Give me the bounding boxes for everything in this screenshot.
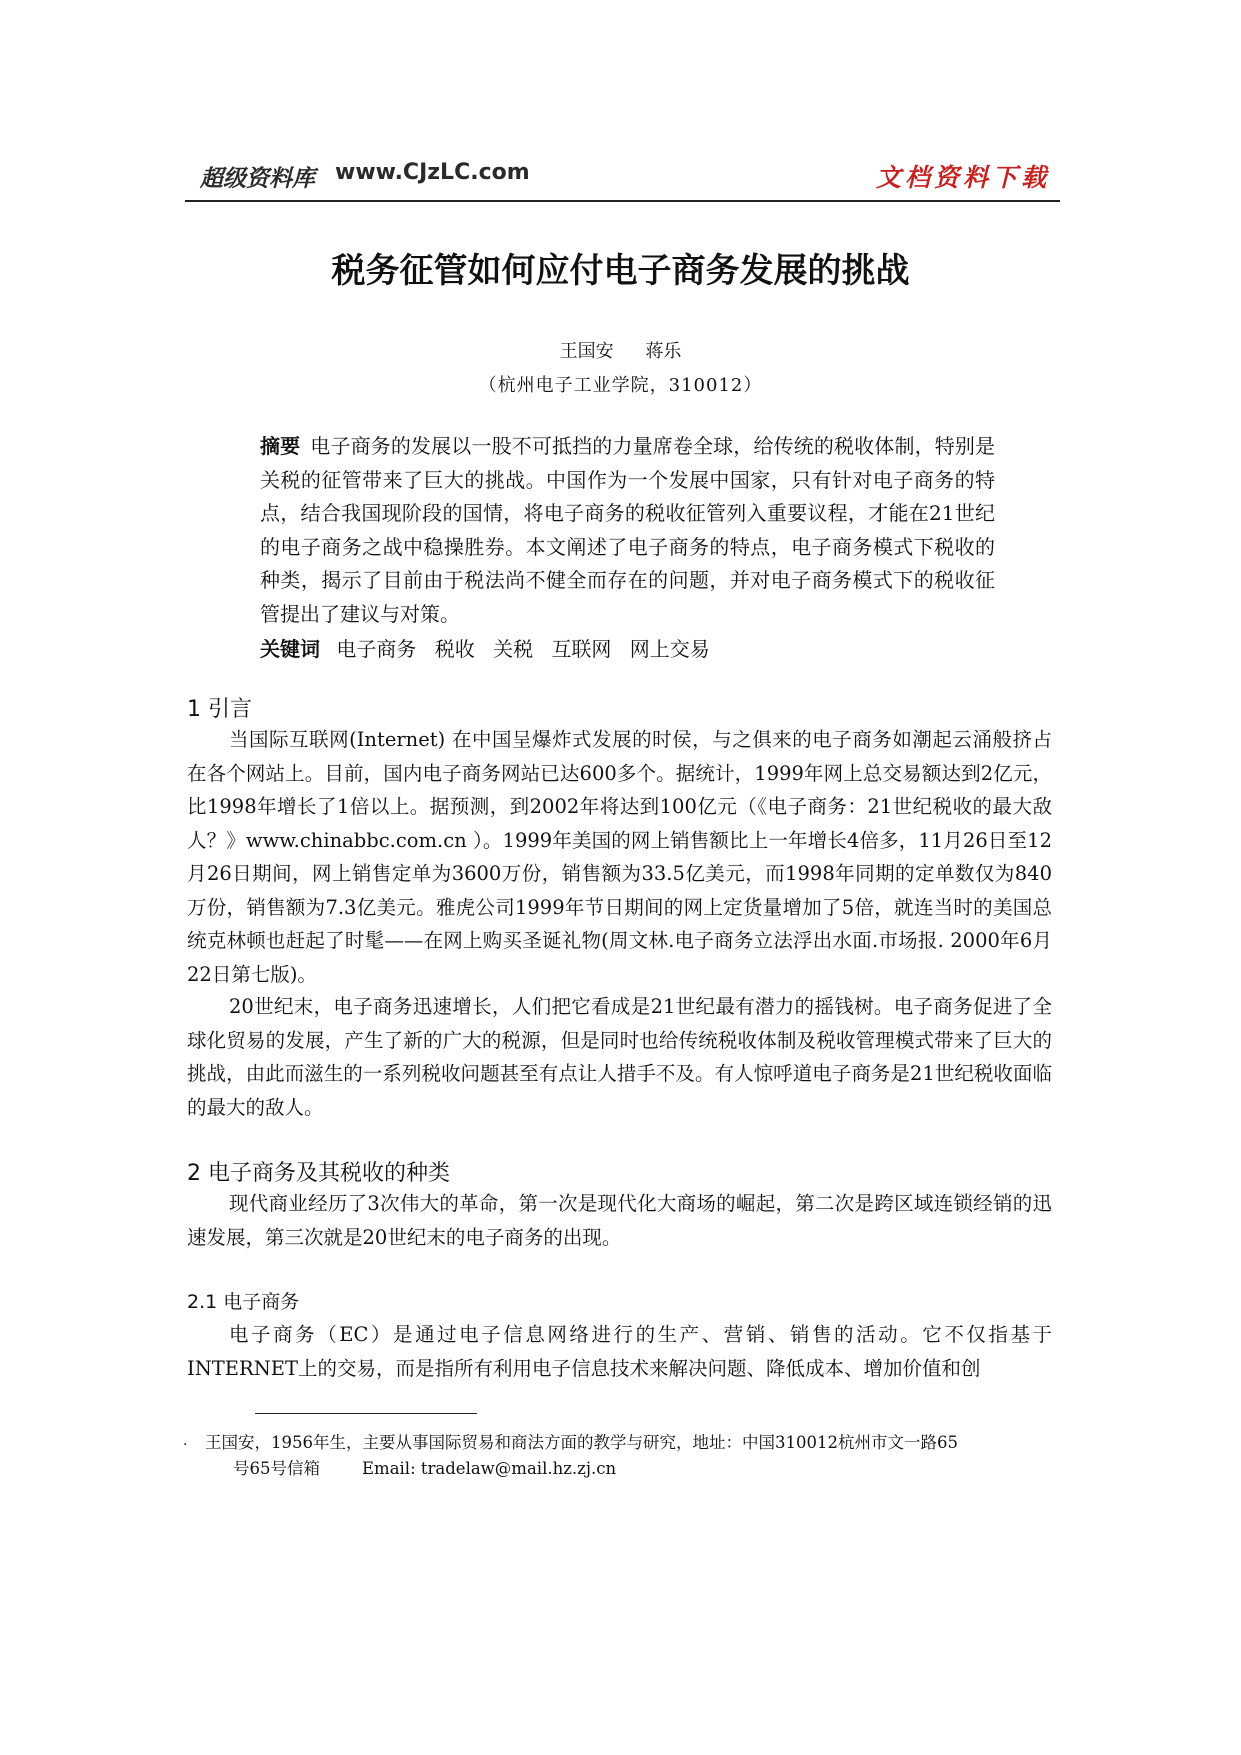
section-2-heading: 2 电子商务及其税收的种类 — [187, 1161, 450, 1186]
section-2-1-heading: 2.1 电子商务 — [187, 1291, 300, 1313]
document-title: 税务征管如何应付电子商务发展的挑战 — [331, 251, 910, 291]
keyword: 关税 — [493, 637, 534, 661]
keyword: 电子商务 — [336, 637, 417, 661]
section-2-paragraph-1: 现代商业经历了3次伟大的革命，第一次是现代化大商场的崛起，第二次是跨区域连锁经销的迅速发展，第三次就是20世纪末的电子商务的出现。 — [187, 1192, 1052, 1249]
keywords — [260, 633, 722, 662]
footnote-line-1: 王国安，1956年生，主要从事国际贸易和商法方面的教学与研究，地址：中国310012杭州市文一路65 — [205, 1433, 958, 1452]
abstract — [260, 430, 995, 631]
footnote-address-end: 号65号信箱 — [233, 1459, 320, 1478]
keywords-label: 关键词 — [260, 637, 320, 661]
keyword: 互联网 — [551, 637, 612, 661]
abstract-label: 摘要 — [260, 434, 301, 458]
section-1-paragraph-2: 20世纪末，电子商务迅速增长，人们把它看成是21世纪最有潜力的摇钱树。电子商务促进了全球化贸易的发展，产生了新的广大的税源，但是同时也给传统税收体制及税收管理模式带来了巨大的挑战，由此而滋生的一系列税收问题甚至有点让人措手不及。有人惊呼道电子商务是21世纪税收面临的最大的敌人。 — [187, 995, 1052, 1119]
section-1-heading: 1 引言 — [187, 697, 252, 722]
footnote — [205, 1430, 1055, 1482]
footnote-divider — [255, 1413, 477, 1414]
affiliation: （杭州电子工业学院，310012） — [478, 375, 763, 396]
section-1-paragraph-1: 当国际互联网(Internet) 在中国呈爆炸式发展的时侯，与之俱来的电子商务如潮起云涌般挤占在各个网站上。目前，国内电子商务网站已达600多个。据统计，1999年网上总交易额达到2亿元，比1998年增长了1倍以上。据预测，到2002年将达到100亿元（《电子商务：21世纪税收的最大敌人？》www.chinabbc.com.cn ）。1999年美国的网上销售额比上一年增长4倍多，11月26日至12月26日期间，网上销售定单为3600万份，销售额为33.5亿美元，而1998年同期的定单数仅为840万份，销售额为7.3亿美元。雅虎公司1999年节日期间的网上定货量增加了5倍，就连当时的美国总统克林顿也赶起了时髦——在网上购买圣诞礼物(周文林.电子商务立法浮出水面.市场报. 2000年6月22日第七版)。 — [187, 728, 1052, 986]
page-header — [185, 150, 1060, 202]
header-download-text: 文档资料下载 — [875, 163, 1050, 192]
footnote-line-2 — [205, 1456, 1055, 1482]
section-2-1-paragraph-1: 电子商务（EC）是通过电子信息网络进行的生产、营销、销售的活动。它不仅指基于INTERNET上的交易，而是指所有利用电子信息技术来解决问题、降低成本、增加价值和创 — [187, 1323, 1052, 1380]
keyword: 税收 — [434, 637, 475, 661]
keyword: 网上交易 — [629, 637, 710, 661]
site-name: 超级资料库 — [200, 165, 315, 192]
footnote-email[interactable]: Email: tradelaw@mail.hz.zj.cn — [362, 1459, 617, 1478]
abstract-text: 电子商务的发展以一股不可抵挡的力量席卷全球，给传统的税收体制，特别是关税的征管带来了巨大的挑战。中国作为一个发展中国家，只有针对电子商务的特点，结合我国现阶段的国情，将电子商务的税收征管列入重要议程，才能在21世纪的电子商务之战中稳操胜券。本文阐述了电子商务的特点，电子商务模式下税收的种类，揭示了目前由于税法尚不健全而存在的问题，并对电子商务模式下的税收征管提出了建议与对策。 — [260, 434, 996, 626]
footnote-mark: · — [183, 1437, 188, 1453]
authors: 王国安 蒋乐 — [559, 341, 682, 362]
site-url[interactable]: www.CJzLC.com — [335, 160, 530, 185]
